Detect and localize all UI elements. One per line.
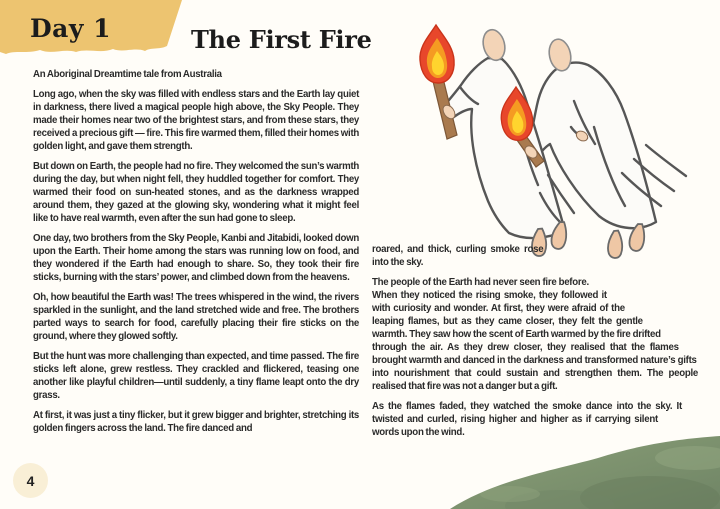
fire-stick-front — [420, 25, 457, 139]
story-paragraph: At first, it was just a tiny flicker, but it grew bigger and brighter, stretching its golden fingers across the land. The fire danced and — [33, 409, 360, 434]
page-number: 4 — [26, 472, 35, 489]
story-kicker: An Aboriginal Dreamtime tale from Australia — [33, 68, 222, 80]
story-paragraph: As the flames faded, they watched the smoke dance into the sky. It twisted and curled, rising higher and higher as if carrying silent words upon the wind. — [372, 400, 682, 438]
page-number-badge — [13, 463, 48, 498]
story-paragraph: Oh, how beautiful the Earth was! The trees whispered in the wind, the rivers sparkled in the sunlight, and the land stretched wide and free. The brothers parted ways to search for food, carefully placing their fire sticks on the ground, where they glowed softly. — [33, 291, 360, 342]
story-paragraph: One day, two brothers from the Sky People, Kanbi and Jitabidi, looked down upon the Earth. Their home among the stars was running low on food, and they wondered if the Earth had enough to share. So, they took their fire sticks, burning with the stars’ power, and climbed down from the heavens. — [33, 232, 360, 283]
story-paragraph: But the hunt was more challenging than expected, and time passed. The fire sticks left alone, grew restless. They crackled and flickered, teasing one another like playful children—until suddenly, a tiny flame leapt onto the dry grass. — [33, 350, 360, 401]
front-figure-head — [480, 27, 508, 62]
story-paragraph: Long ago, when the sky was filled with endless stars and the Earth lay quiet in darkness, there lived a magical people high above, the Sky People. They made their homes near two of the brightest stars, and from these stars, they received a precious gift — fire. This fire warmed them, filled their homes with golden light, and gave them strength. — [33, 88, 360, 152]
day-label: Day 1 — [30, 14, 112, 43]
story-paragraph: But down on Earth, the people had no fire. They welcomed the sun’s warmth during the day, but when night fell, they huddled together for comfort. They warmed their food on sun-heated stones, and as the darkness wrapped around them, they gazed at the glowing sky, wondering what it might feel like to have real warmth, even after the sun had gone to sleep. — [33, 160, 360, 224]
green-hill-illustration — [440, 428, 720, 509]
story-paragraph: The people of the Earth had never seen fire before. When they noticed the rising smoke, they followed it with curiosity and wonder. At first, they were afraid of the leaping flames, but as they came closer, they felt the gentle warmth. They saw how the scent of Earth warmed by the fire drifted through the air. As they drew closer, they realised that the flames brought warmth and danced in the darkness and transformed nature’s gifts into nourishment that could sustain and strengthen them. The people realised that fire was not a danger but a gift. — [372, 276, 699, 392]
page-title: The First Fire — [191, 25, 372, 54]
sky-people-illustration — [398, 3, 713, 261]
story-paragraph: roared, and thick, curling smoke rose into the sky. — [372, 243, 544, 268]
story-left-column — [33, 68, 359, 442]
